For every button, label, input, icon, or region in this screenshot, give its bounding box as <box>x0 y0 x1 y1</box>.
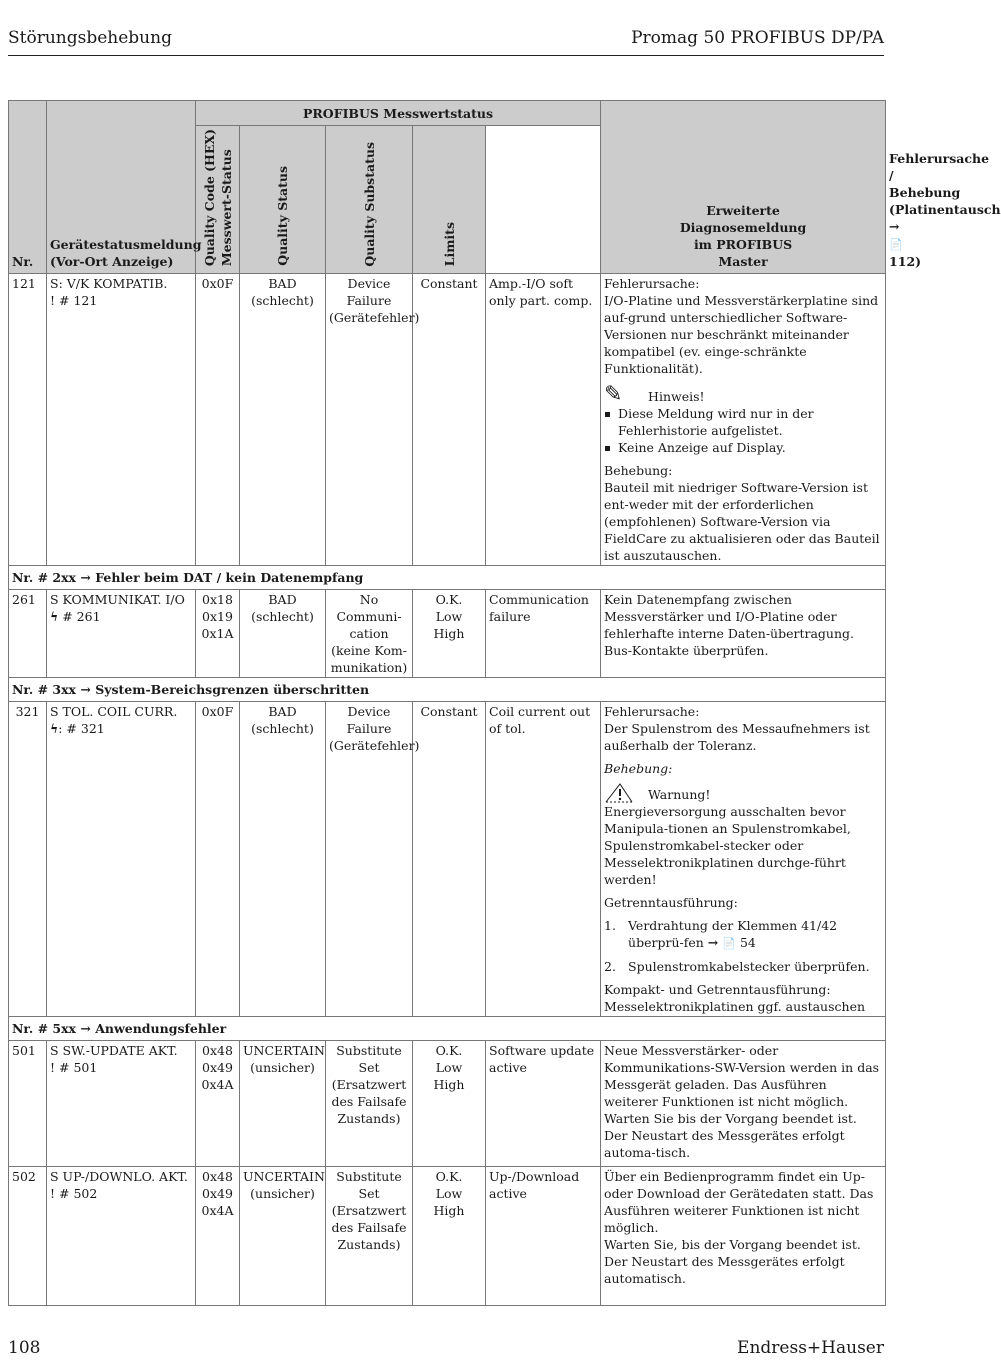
cell-nr: 321 <box>9 702 47 1017</box>
note-block: ✎ Hinweis! <box>604 382 705 408</box>
cell-quality-substatus: No Communi- cation (keine Kom- munikation) <box>326 590 413 678</box>
cell-quality-status: BAD (schlecht) <box>240 274 326 566</box>
col-header-quality-code: Quality Code (HEX) Messwert-Status <box>196 126 240 274</box>
cell-quality-code: 0x0F <box>196 702 240 1017</box>
cell-quality-substatus: Substitute Set (Ersatzwert des Failsafe Zustands) <box>326 1041 413 1167</box>
table-row-121 <box>9 274 886 566</box>
page-reference-icon: 📄 <box>889 238 903 252</box>
list-item: Diese Meldung wird nur in der Fehlerhistorie aufgelistet. <box>604 405 882 439</box>
col-header-limits: Limits <box>413 126 486 274</box>
cell-limits: O.K. Low High <box>413 590 486 678</box>
col-header-extended-diagnosis: Erweiterte Diagnosemeldung im PROFIBUS Master <box>601 101 886 274</box>
header-rule <box>8 55 884 56</box>
cell-device-message: S TOL. COIL CURR. ϟ: # 321 <box>47 702 196 1017</box>
cell-quality-substatus: Device Failure (Gerätefehler) <box>326 274 413 566</box>
arrow-right-icon: → <box>80 1021 91 1037</box>
cell-quality-substatus: Device Failure (Gerätefehler) <box>326 702 413 1017</box>
arrow-right-icon: → <box>80 682 91 698</box>
table-header: Nr. Gerätestatusmeldung (Vor-Ort Anzeige) PROFIBUS Messwertstatus Erweiterte Diagnosemeldung im PROFIBUS Master Fehlerursache / Behebung (Platinentausch → 📄 112) Quality Code (HEX) Messwert-Status Quality Status Quality Substatus Limits <box>9 101 886 274</box>
col-header-device-status: Gerätestatusmeldung (Vor-Ort Anzeige) <box>47 101 196 274</box>
header-product-title: Promag 50 PROFIBUS DP/PA <box>631 28 884 48</box>
cell-quality-substatus: Substitute Set (Ersatzwert des Failsafe Zustands) <box>326 1167 413 1306</box>
col-group-profibus-status: PROFIBUS Messwertstatus <box>196 101 601 126</box>
diagnostic-table <box>8 100 1001 1306</box>
cell-limits: Constant <box>413 274 486 566</box>
cell-cause-remedy: Fehlerursache: Der Spulenstrom des Messaufnehmers ist außerhalb der Toleranz. Behebung: Warnung! Energieversorgung ausschalten bevor Manipula-tionen an Spulenstromkabel, Spulenstromkabel-stecker oder Messelektronikplatinen durchge-führt werden! Getrenntausführung: 1. Verdrahtung der Klemmen 41/42 überprü-fen → 📄 54 2. Spulenstromkabelstecker überprüfen. Kompakt- und Getrenntausführung: Messelektronikplatinen ggf. austauschen <box>601 702 886 1017</box>
cell-cause-remedy: Neue Messverstärker- oder Kommunikations-SW-Version werden in das Messgerät geladen. Das Ausführen weiterer Funktionen ist nicht möglich. Warten Sie bis der Vorgang beendet ist. Der Neustart des Messgerätes erfolgt automa-tisch. <box>601 1041 886 1167</box>
cell-limits: Constant <box>413 702 486 1017</box>
col-header-nr: Nr. <box>9 101 47 274</box>
table-row-501 <box>9 1041 886 1167</box>
cell-quality-code: 0x48 0x49 0x4A <box>196 1167 240 1306</box>
cell-device-message: S KOMMUNIKAT. I/O ϟ # 261 <box>47 590 196 678</box>
warning-triangle-icon <box>604 783 634 803</box>
header-section-title: Störungsbehebung <box>8 28 172 48</box>
note-bullet-list <box>604 405 882 456</box>
warning-block: Warnung! <box>604 783 882 803</box>
cell-nr: 121 <box>9 274 47 566</box>
cell-extended-diagnosis: Coil current out of tol. <box>486 702 601 1017</box>
cell-quality-code: 0x18 0x19 0x1A <box>196 590 240 678</box>
lightning-icon: ϟ <box>50 721 59 737</box>
section-row-5xx: Nr. # 5xx → Anwendungsfehler <box>9 1017 886 1041</box>
table-row-261 <box>9 590 886 678</box>
page-number: 108 <box>8 1338 41 1358</box>
cell-quality-status: UNCERTAIN (unsicher) <box>240 1041 326 1167</box>
page-reference-icon: 📄 <box>722 937 736 951</box>
cell-device-message: S: V/K KOMPATIB. ! # 121 <box>47 274 196 566</box>
table-row-321 <box>9 702 886 1017</box>
lightning-icon: ϟ <box>50 609 59 625</box>
cell-cause-remedy: Kein Datenempfang zwischen Messverstärker und I/O-Platine oder fehlerhafte interne Daten-übertragung. Bus-Kontakte überprüfen. <box>601 590 886 678</box>
section-row-3xx: Nr. # 3xx → System-Bereichsgrenzen überschritten <box>9 678 886 702</box>
cell-cause-remedy: Über ein Bedienprogramm findet ein Up- oder Download der Gerätedaten statt. Das Ausführen weiterer Funktionen ist nicht möglich. Warten Sie, bis der Vorgang beendet ist. Der Neustart des Messgerätes erfolgt automatisch. <box>601 1167 886 1306</box>
cell-nr: 261 <box>9 590 47 678</box>
section-row-2xx: Nr. # 2xx → Fehler beim DAT / kein Datenempfang <box>9 566 886 590</box>
list-item: Keine Anzeige auf Display. <box>604 439 882 456</box>
col-header-quality-substatus: Quality Substatus <box>326 126 413 274</box>
cell-nr: 502 <box>9 1167 47 1306</box>
table-row-502 <box>9 1167 886 1306</box>
list-item: 1. Verdrahtung der Klemmen 41/42 überprü-fen → 📄 54 <box>604 918 838 951</box>
col-header-quality-status: Quality Status <box>240 126 326 274</box>
pencil-note-icon: ✎ <box>604 382 623 408</box>
cell-quality-status: BAD (schlecht) <box>240 702 326 1017</box>
remote-steps-list <box>604 917 882 975</box>
cell-extended-diagnosis: Software update active <box>486 1041 601 1167</box>
cell-device-message: S SW.-UPDATE AKT. ! # 501 <box>47 1041 196 1167</box>
cell-quality-code: 0x0F <box>196 274 240 566</box>
footer-brand: Endress+Hauser <box>737 1338 884 1358</box>
arrow-right-icon: → <box>707 935 719 951</box>
cell-nr: 501 <box>9 1041 47 1167</box>
cell-device-message: S UP-/DOWNLO. AKT. ! # 502 <box>47 1167 196 1306</box>
cell-extended-diagnosis: Communication failure <box>486 590 601 678</box>
cell-limits: O.K. Low High <box>413 1041 486 1167</box>
arrow-right-icon: → <box>80 570 91 586</box>
cell-extended-diagnosis: Up-/Download active <box>486 1167 601 1306</box>
cell-quality-code: 0x48 0x49 0x4A <box>196 1041 240 1167</box>
list-item: 2. Spulenstromkabelstecker überprüfen. <box>604 959 870 975</box>
cell-cause-remedy: Fehlerursache: I/O-Platine und Messverstärkerplatine sind auf-grund unterschiedlicher Software-Versionen nur beschränkt miteinander kompatibel (ev. einge-schränkte Funktionalität). ✎ Hinweis! Diese Meldung wird nur in der Fehlerhistorie aufgelistet. Keine Anzeige auf Display. Behebung: Bauteil mit niedriger Software-Version ist ent-weder mit der erforderlichen (empfohlenen) Software-Version via FieldCare zu aktualisieren oder das Bauteil ist auszutauschen. <box>601 274 886 566</box>
cell-limits: O.K. Low High <box>413 1167 486 1306</box>
cell-quality-status: UNCERTAIN (unsicher) <box>240 1167 326 1306</box>
arrow-right-icon: → <box>889 219 900 235</box>
cell-quality-status: BAD (schlecht) <box>240 590 326 678</box>
cell-extended-diagnosis: Amp.-I/O soft only part. comp. <box>486 274 601 566</box>
